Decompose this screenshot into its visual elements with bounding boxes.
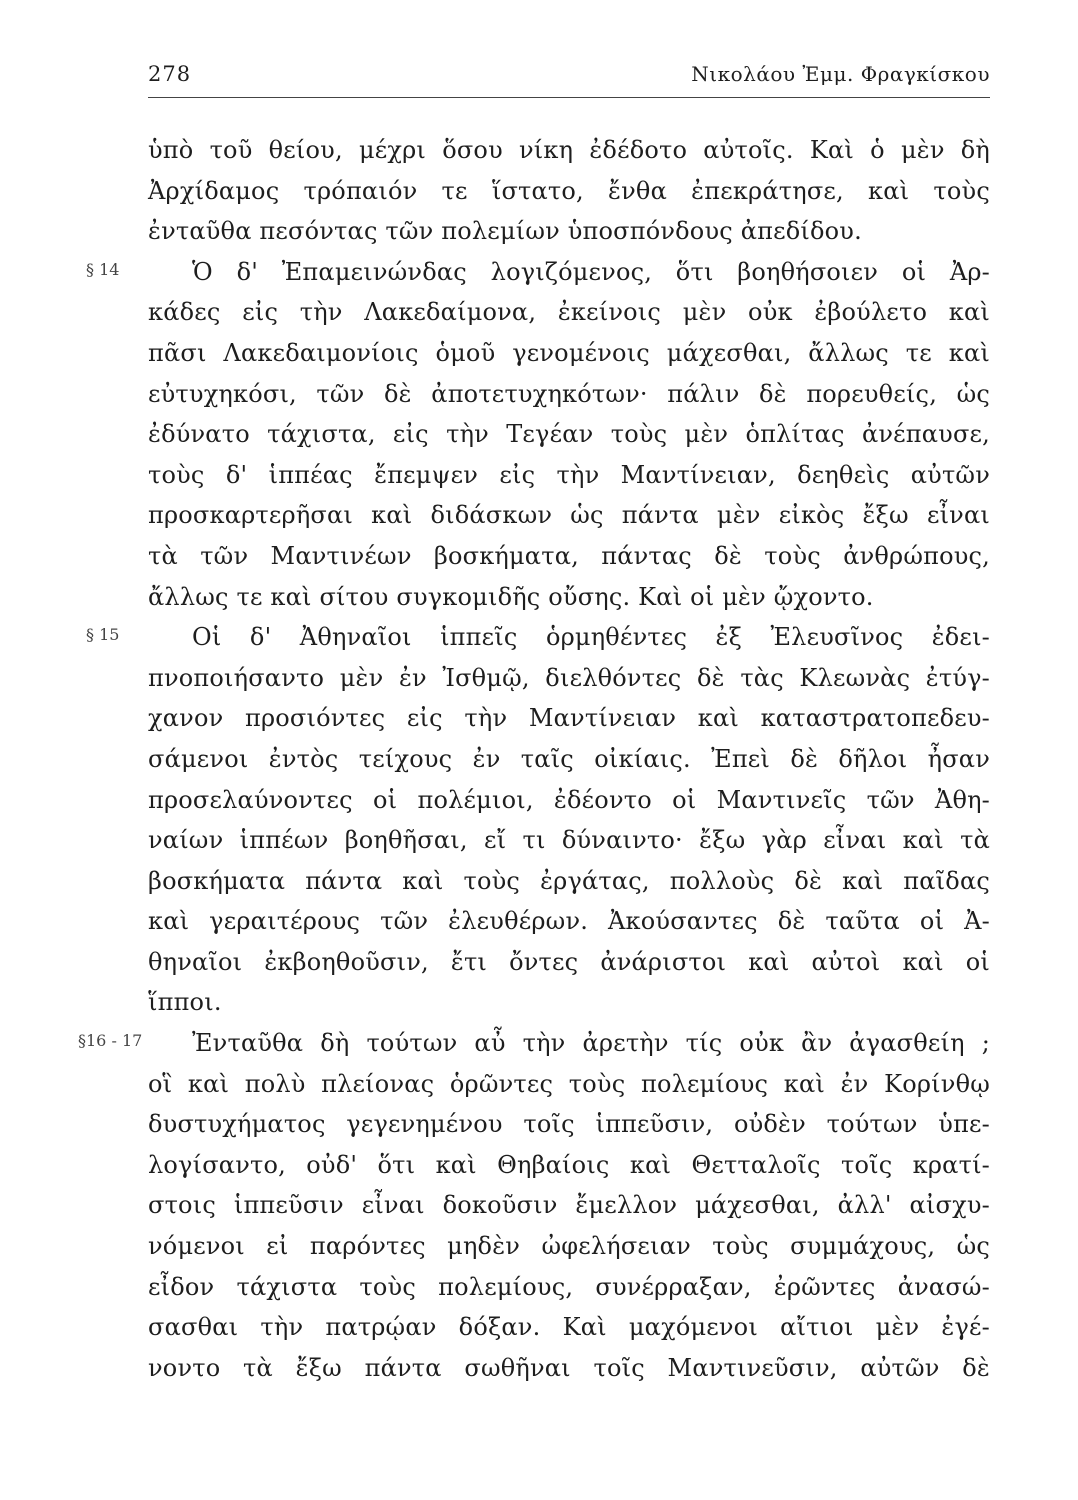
text-line: καὶ γεραιτέρους τῶν ἐλευθέρων. Ἀκούσαντες δὲ ταῦτα οἱ Ἀ-	[148, 907, 990, 936]
body-text	[0, 130, 1078, 1388]
text-line: κάδες εἰς τὴν Λακεδαίμονα, ἐκείνοις μὲν οὐκ ἐβούλετο καὶ	[148, 298, 990, 327]
text-line: οἳ καὶ πολὺ πλείονας ὁρῶντες τοὺς πολεμίους καὶ ἐν Κορίνθῳ	[148, 1069, 990, 1098]
text-line: νόμενοι εἰ παρόντες μηδὲν ὠφελήσειαν τοὺς συμμάχους, ὡς	[148, 1232, 990, 1261]
text-line: Ἀρχίδαμος τρόπαιόν τε ἵστατο, ἔνθα ἐπεκράτησε, καὶ τοὺς	[148, 176, 990, 205]
text-line: ἄλλως τε καὶ σίτου συγκομιδῆς οὔσης. Καὶ οἱ μὲν ᾤχοντο.	[148, 582, 874, 611]
text-line: ἐνταῦθα πεσόντας τῶν πολεμίων ὑποσπόνδους ἀπεδίδου.	[148, 217, 862, 246]
header-rule	[148, 97, 990, 98]
page-header	[148, 62, 990, 92]
text-line: δυστυχήματος γεγενημένου τοῖς ἱππεῦσιν, οὐδὲν τούτων ὑπε-	[148, 1110, 990, 1139]
text-line: τὰ τῶν Μαντινέων βοσκήματα, πάντας δὲ τοὺς ἀνθρώπους,	[148, 541, 990, 570]
text-line: ἵπποι.	[148, 988, 222, 1017]
text-line: εἶδον τάχιστα τοὺς πολεμίους, συνέρραξαν, ἐρῶντες ἀνασώ-	[148, 1272, 990, 1301]
text-line: ἐδύνατο τάχιστα, εἰς τὴν Τεγέαν τοὺς μὲν ὁπλίτας ἀνέπαυσε,	[148, 420, 990, 449]
text-line: σασθαι τὴν πατρῴαν δόξαν. Καὶ μαχόμενοι αἴτιοι μὲν ἐγέ-	[148, 1313, 990, 1342]
text-line: στοις ἱππεῦσιν εἶναι δοκοῦσιν ἔμελλον μάχεσθαι, ἀλλ' αἰσχυ-	[148, 1191, 990, 1220]
text-line: πᾶσι Λακεδαιμονίοις ὁμοῦ γενομένοις μάχεσθαι, ἄλλως τε καὶ	[148, 338, 990, 367]
text-line: §16 - 17 Ἐνταῦθα δὴ τούτων αὖ τὴν ἀρετὴν τίς οὐκ ἂν ἀγασθείη ;	[0, 1023, 1078, 1064]
text-line: εὐτυχηκόσι, τῶν δὲ ἀποτετυχηκότων· πάλιν δὲ πορευθείς, ὡς	[148, 379, 990, 408]
text-line: πνοποιήσαντο μὲν ἐν Ἰσθμῷ, διελθόντες δὲ τὰς Κλεωνὰς ἐτύγ-	[148, 663, 990, 692]
text-line: βοσκήματα πάντα καὶ τοὺς ἐργάτας, πολλοὺς δὲ καὶ παῖδας	[148, 866, 990, 895]
text-line: τοὺς δ' ἱππέας ἔπεμψεν εἰς τὴν Μαντίνειαν, δεηθεὶς αὐτῶν	[148, 460, 990, 489]
text-line: χανον προσιόντες εἰς τὴν Μαντίνειαν καὶ καταστρατοπεδευ-	[148, 704, 990, 733]
text-line: προσελαύνοντες οἱ πολέμιοι, ἐδέοντο οἱ Μαντινεῖς τῶν Ἀθη-	[148, 785, 990, 814]
text-line: § 15 Οἱ δ' Ἀθηναῖοι ἱππεῖς ὁρμηθέντες ἐξ Ἐλευσῖνος ἐδει-	[0, 617, 1078, 658]
running-head: Νικολάου Ἐμμ. Φραγκίσκου	[691, 62, 990, 86]
text-line: ὑπὸ τοῦ θείου, μέχρι ὅσου νίκη ἐδέδοτο αὐτοῖς. Καὶ ὁ μὲν δὴ	[148, 136, 990, 164]
section-marker-15: § 15	[86, 625, 120, 645]
text-line: θηναῖοι ἐκβοηθοῦσιν, ἔτι ὄντες ἀνάριστοι καὶ αὐτοὶ καὶ οἱ	[148, 947, 990, 976]
text-line: λογίσαντο, οὐδ' ὅτι καὶ Θηβαίοις καὶ Θετταλοῖς τοῖς κρατί-	[148, 1150, 990, 1179]
page-number: 278	[148, 62, 192, 86]
section-marker-14: § 14	[86, 259, 120, 279]
text-line: § 14 Ὁ δ' Ἐπαμεινώνδας λογιζόμενος, ὅτι βοηθήσοιεν οἱ Ἀρ-	[0, 252, 1078, 293]
text-line: νοντο τὰ ἔξω πάντα σωθῆναι τοῖς Μαντινεῦσιν, αὐτῶν δὲ	[148, 1353, 990, 1382]
text-line: σάμενοι ἐντὸς τείχους ἐν ταῖς οἰκίαις. Ἐπεὶ δὲ δῆλοι ἦσαν	[148, 744, 990, 773]
text-line: ναίων ἱππέων βοηθῆσαι, εἴ τι δύναιντο· ἔξω γὰρ εἶναι καὶ τὰ	[148, 826, 990, 855]
text-line: προσκαρτερῆσαι καὶ διδάσκων ὡς πάντα μὲν εἰκὸς ἔξω εἶναι	[148, 501, 990, 530]
section-marker-16-17: §16 - 17	[78, 1031, 143, 1051]
